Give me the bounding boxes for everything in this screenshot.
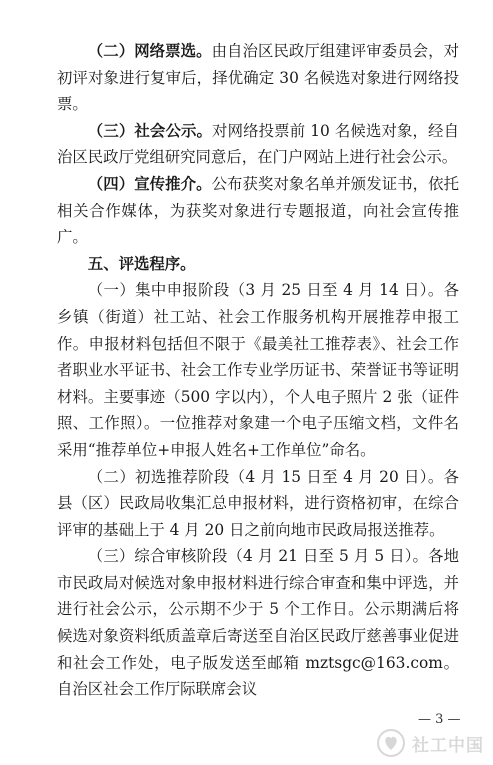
paragraph-text: 公布获奖对象名单并颁发证书，依托相关合作媒体，为获奖对象进行专题报道，向社会宣传推广。 [57, 174, 459, 247]
paragraph-lead: （四）宣传推介。 [87, 174, 212, 193]
step-preliminary-selection: （二）初选推荐阶段（4 月 15 日至 4 月 20 日）。各县（区）民政局收集汇总申报材料，进行资格初审，在综合评审的基础上于 4 月 20 日之前向地市民政局报送推荐。 [57, 467, 459, 539]
paragraph-promotion [57, 171, 459, 251]
paragraph-lead: （三）社会公示。 [87, 121, 213, 140]
paragraph-text: 对网络投票前 10 名候选对象，经自治区民政厅党组研究同意后，在门户网站上进行社会公示。 [57, 121, 459, 167]
page-number: — 3 — [418, 712, 461, 727]
watermark-logo-icon [376, 728, 406, 758]
watermark-text: 社工中国 [412, 735, 484, 756]
watermark [376, 728, 484, 758]
paragraph-lead: （二）网络票选。 [87, 42, 212, 60]
paragraph-online-voting [57, 38, 459, 118]
step-application: （一）集中申报阶段（3 月 25 日至 4 月 14 日）。各乡镇（街道）社工站、社会工作服务机构开展推荐申报工作。申报材料包括但不限于《最美社工推荐表》、社会工作者职业水平证书、社会工作专业学历证书、荣誉证书等证明材料。主要事迹（500 字以内），个人电子照片 2 张（证件照、工作照）。一位推荐对象建一个电子压缩文档，文件名采用“推荐单位+申报人姓名+工作单位”命名。 [57, 281, 459, 459]
paragraph-public-notice [57, 118, 459, 171]
document-body [57, 38, 459, 703]
paragraph-text: 由自治区民政厅组建评审委员会，对初评对象进行复审后，择优确定 30 名候选对象进行网络投票。 [57, 42, 459, 114]
step-comprehensive-review: （三）综合审核阶段（4 月 21 日至 5 月 5 日）。各地市民政局对候选对象申报材料进行综合审查和集中评选，并进行社会公示，公示期不少于 5 个工作日。公示期满后将候选对象资料纸质盖章后寄送至自治区民政厅慈善事业促进和社会工作处，电子版发送至邮箱 mztsgc@163.com。自治区社会工作厅际联席会议 [57, 547, 459, 699]
section-heading: 五、评选程序。 [87, 254, 196, 273]
